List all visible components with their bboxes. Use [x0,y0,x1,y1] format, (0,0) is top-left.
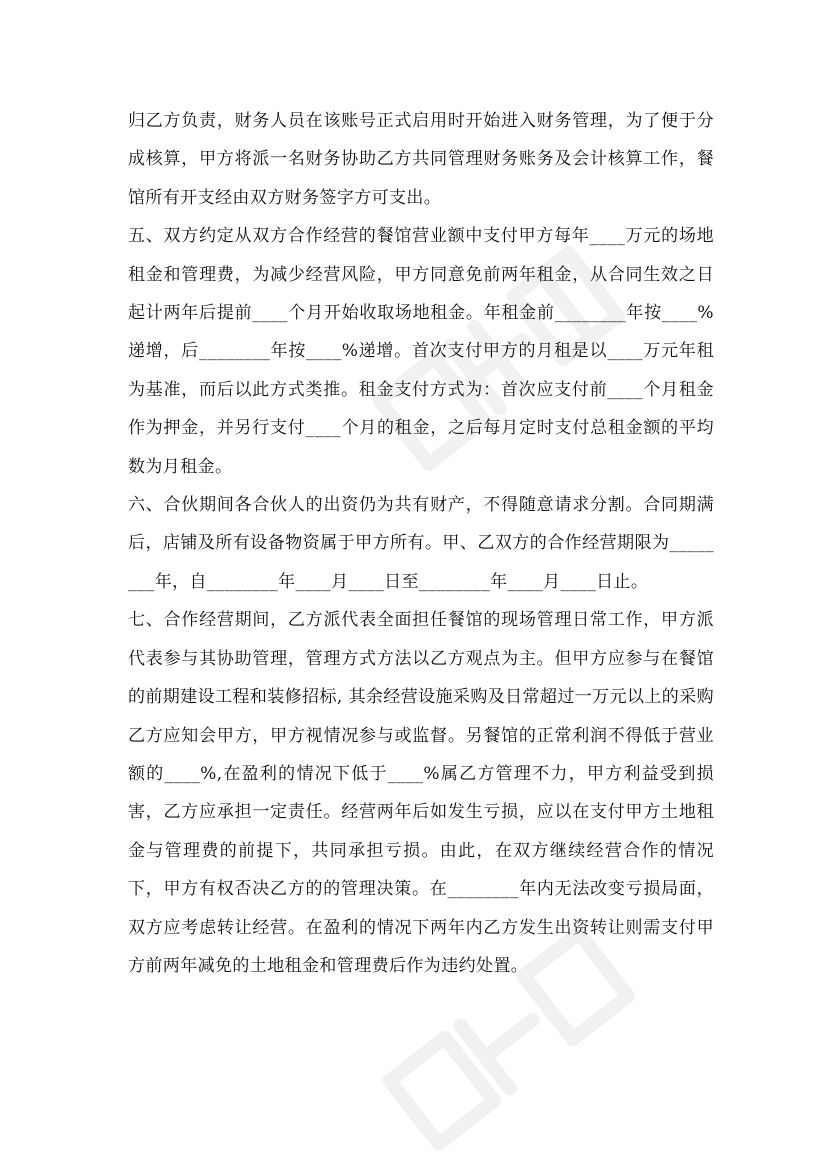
document-body [128,102,714,985]
paragraph-4: 七、合作经营期间，乙方派代表全面担任餐馆的现场管理日常工作，甲方派代表参与其协助管理，管理方式方法以乙方观点为主。但甲方应参与在餐馆的前期建设工程和装修招标, 其余经营设施采购及日常超过一万元以上的采购乙方应知会甲方，甲方视情况参与或监督。另餐馆的正常利润不得低于营业额的____%,在盈利的情况下低于____%属乙方管理不力，甲方利益受到损害，乙方应承担一定责任。经营两年后如发生亏损，应以在支付甲方土地租金与管理费的前提下，共同承担亏损。由此，在双方继续经营合作的情况下，甲方有权否决乙方的的管理决策。在________年内无法改变亏损局面，双方应考虑转让经营。在盈利的情况下两年内乙方发生出资转让则需支付甲方前两年减免的土地租金和管理费后作为违约处置。 [128,610,714,976]
paragraph-3: 六、合伙期间各合伙人的出资仍为共有财产，不得随意请求分割。合同期满后，店铺及所有设备物资属于甲方所有。甲、乙双方的合作经营期限为________年，自________年____月____日至________年____月____日止。 [128,495,714,592]
paragraph-2: 五、双方约定从双方合作经营的餐馆营业额中支付甲方每年____万元的场地租金和管理费，为减少经营风险，甲方同意免前两年租金，从合同生效之日起计两年后提前____个月开始收取场地租金。年租金前________年按____%递增，后________年按____%递增。首次支付甲方的月租是以____万元年租为基准，而后以此方式类推。租金支付方式为：首次应支付前____个月租金作为押金，并另行支付____个月的租金，之后每月定时支付总租金额的平均数为月租金。 [128,226,714,477]
paragraph-1: 归乙方负责，财务人员在该账号正式启用时开始进入财务管理，为了便于分成核算，甲方将派一名财务协助乙方共同管理财务账务及会计核算工作，餐馆所有开支经由双方财务签字方可支出。 [128,111,714,208]
